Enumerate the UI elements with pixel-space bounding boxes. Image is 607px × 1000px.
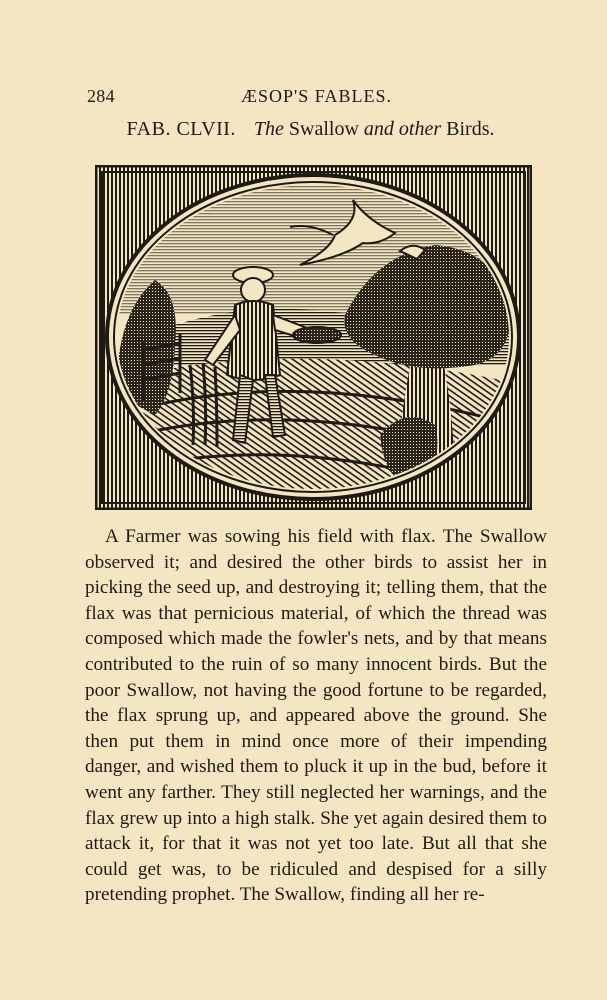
fable-body — [85, 524, 547, 908]
title-swallow: Swallow — [283, 118, 364, 140]
title-the: The — [253, 118, 284, 140]
fable-paragraph: A Farmer was sowing his field with flax. The Swallow observed it; and desired the other birds to assist her in picking the seed up, and destroying it; telling them, that the flax was that pernicious material, of which the thread was composed which made the fowler's nets, and by that means contributed to the ruin of so many innocent birds. But the poor Swallow, not having the good fortune to be regarded, the flax sprung up, and appeared above the ground. She then put them in mind once more of their impending danger, and wished them to pluck it up in the bud, before it went any farther. They still neglected her warnings, and the flax grew up into a high stalk. She yet again desired them to attack it, for that it was not yet too late. But all that she could get was, to be ridiculed and despised for a silly pretending prophet. The Swallow, finding all her re- — [85, 526, 547, 906]
fable-number: FAB. CLVII. — [126, 118, 236, 140]
title-other: other — [393, 118, 442, 140]
fable-heading — [0, 118, 607, 148]
woodcut-farmer-sowing-icon — [95, 165, 532, 510]
running-head — [87, 86, 547, 108]
running-title: ÆSOP'S FABLES. — [241, 86, 392, 106]
title-and: and — [363, 118, 394, 140]
title-birds: Birds. — [441, 118, 495, 140]
woodcut-illustration — [95, 165, 532, 510]
page-number: 284 — [87, 86, 115, 106]
